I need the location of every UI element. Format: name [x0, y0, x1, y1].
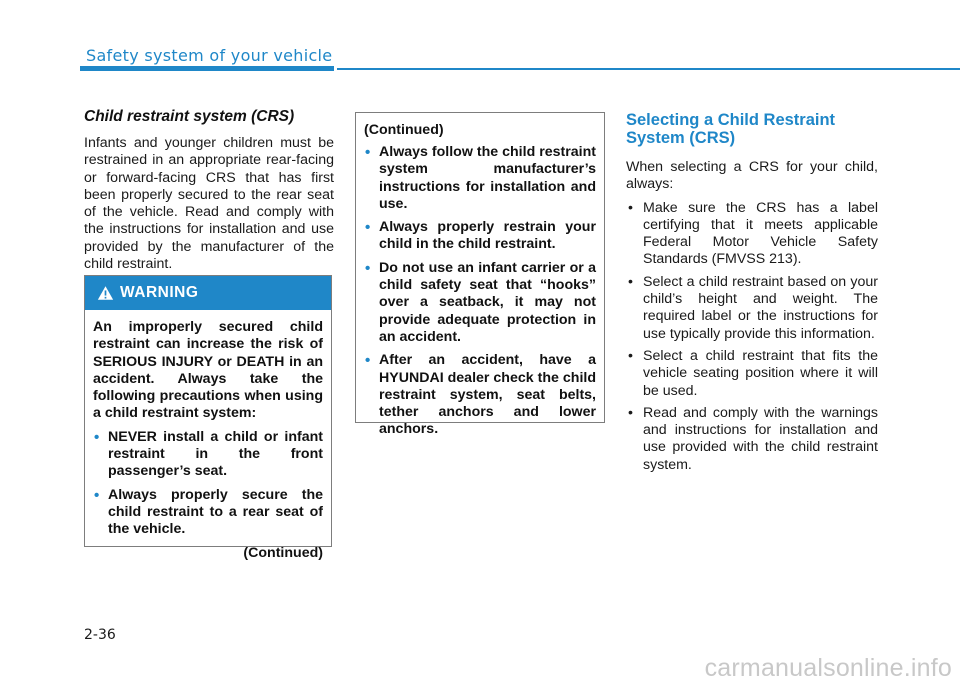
bullet-text: Read and comply with the warnings and instructions for installation and use provided with the child restraint system. [643, 404, 878, 473]
warning-box [84, 275, 332, 561]
list-item [93, 429, 323, 481]
list-item [93, 487, 323, 539]
list-item [626, 405, 878, 474]
bullet-text: Always properly restrain your child in the child restraint. [379, 219, 596, 253]
bullet-text: Select a child restraint based on your child’s height and weight. The required label or the instructions for use typically provide this information. [643, 273, 878, 342]
selecting-intro: When selecting a CRS for your child, always: [626, 159, 878, 193]
warning-body [85, 310, 331, 561]
crs-paragraph: Infants and younger children must be restrained in an appropriate rear-facing or forward-facing CRS that has first been properly secured to the rear seat of the vehicle. Read and comply with the instructions for installation and use provided by the manufacturer of the child restraint. [84, 135, 334, 273]
crs-heading: Child restraint system (CRS) [84, 108, 295, 125]
selecting-bullet-list [626, 200, 878, 474]
warning-triangle-icon [97, 285, 114, 301]
list-item [626, 348, 878, 400]
list-item [364, 352, 596, 438]
section-title: Safety system of your vehicle [86, 46, 333, 65]
warning-bullet-list [93, 429, 323, 539]
bullet-text: Do not use an infant carrier or a child safety seat that “hooks” over a seatback, it may not provide adequate protection in an accident. [379, 259, 596, 345]
warning-header [85, 276, 331, 310]
bullet-dot: • [365, 144, 371, 161]
page-number: 2-36 [84, 627, 116, 643]
header-rule-thick [80, 66, 334, 71]
selecting-section [626, 111, 878, 479]
bullet-text: Always properly secure the child restraint to a rear seat of the vehicle. [108, 486, 323, 538]
bullet-dot: • [365, 259, 371, 277]
warning-intro: An improperly secured child restraint can increase the risk of SERIOUS INJURY or DEATH in an accident. Always take the following precautions when using a child restraint system: [93, 319, 323, 422]
bullet-dot: • [628, 273, 633, 290]
list-item [364, 144, 596, 213]
list-item [364, 260, 596, 346]
bullet-dot: • [94, 428, 100, 446]
bullet-dot: • [365, 219, 371, 237]
bullet-dot: • [628, 199, 633, 216]
bullet-text: Select a child restraint that fits the vehicle seating position where it will be used. [643, 347, 878, 399]
continued-label: (Continued) [243, 544, 323, 561]
crs-section [84, 108, 334, 273]
bullet-text: Make sure the CRS has a label certifying that it meets applicable Federal Motor Vehicle Safety Standards (FMVSS 213). [643, 199, 878, 268]
bullet-text: NEVER install a child or infant restraint in the front passenger’s seat. [108, 428, 323, 480]
header-rule-thin [337, 68, 960, 70]
continued-warning-box [355, 112, 605, 438]
list-item [364, 219, 596, 254]
warning-label: WARNING [120, 284, 199, 301]
selecting-heading: Selecting a Child Restraint System (CRS) [626, 111, 836, 147]
bullet-dot: • [365, 352, 371, 370]
list-item [626, 200, 878, 269]
bullet-text: Always follow the child restraint system manufacturer’s instructions for installation and use. [379, 144, 596, 212]
continued-bullet-list [364, 144, 596, 439]
watermark: carmanualsonline.info [704, 654, 952, 682]
bullet-dot: • [628, 404, 633, 421]
bullet-dot: • [94, 486, 100, 504]
continued-top-label: (Continued) [364, 122, 444, 138]
bullet-text: After an accident, have a HYUNDAI dealer check the child restraint system, seat belts, tether anchors and lower anchors. [379, 352, 596, 438]
bullet-dot: • [628, 347, 633, 364]
list-item [626, 274, 878, 343]
